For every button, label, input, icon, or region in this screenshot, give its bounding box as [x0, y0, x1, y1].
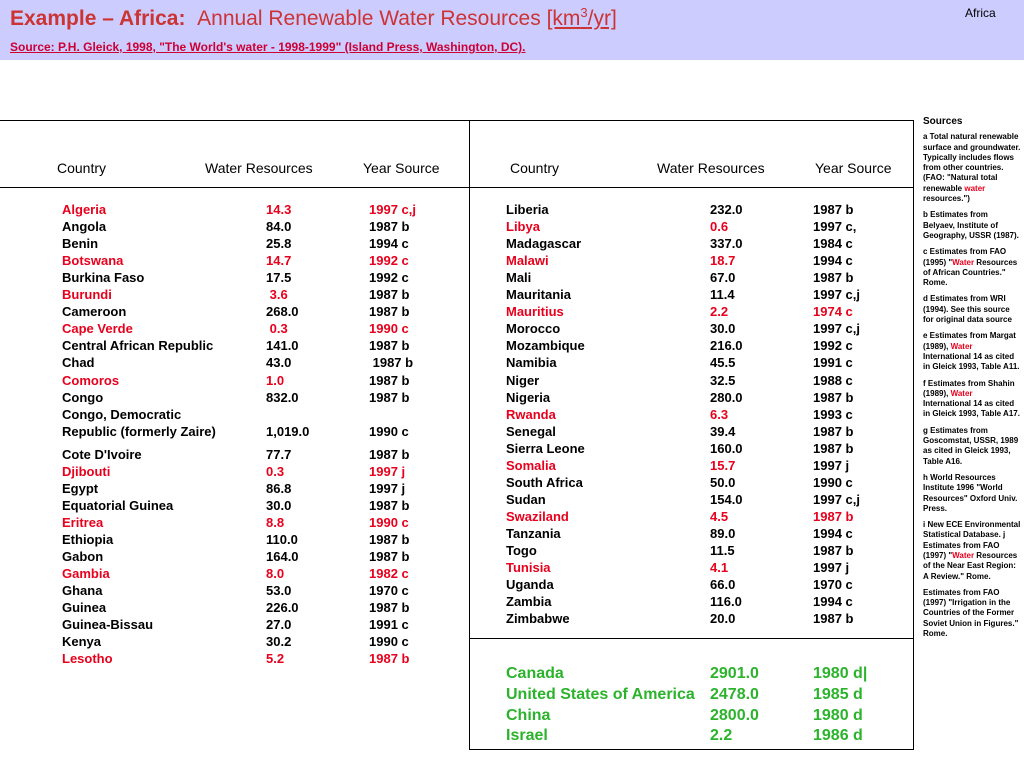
year-source-cell: 1987 b: [813, 508, 854, 524]
country-cell: Chad: [62, 355, 95, 371]
source-note: i New ECE Environmental Statistical Database. j Estimates from FAO (1997) "Water Resources of the Near East Region: A Review." Rome.: [923, 520, 1021, 581]
country-cell: Comoros: [62, 372, 120, 388]
year-source-cell: 1990 c: [369, 423, 409, 439]
source-note: h World Resources Institute 1996 "World Resources" Oxford Univ. Press.: [923, 472, 1018, 513]
table-row: [62, 617, 462, 634]
comparison-top-rule: [470, 638, 914, 639]
year-source-cell: 1970 c: [369, 583, 409, 599]
country-cell: Somalia: [506, 457, 556, 473]
table-row: [506, 270, 906, 287]
comparison-row: [506, 707, 906, 728]
table-row: [62, 407, 462, 424]
table-row: [62, 498, 462, 515]
water-cell: 45.5: [710, 355, 736, 371]
table-row: [62, 321, 462, 338]
year-source-cell: 1990 c: [369, 321, 409, 337]
water-cell: 4.5: [710, 508, 729, 524]
year-source-cell: 1997 j: [813, 457, 850, 473]
year-source-cell: 1994 c: [813, 594, 853, 610]
table-row: [506, 509, 906, 526]
table-row: [62, 481, 462, 498]
right-divider: [913, 120, 914, 750]
table-row: [506, 355, 906, 372]
country-cell: Gambia: [62, 566, 110, 582]
col-header-water-left: Water Resources: [205, 160, 313, 176]
source-note: Estimates from FAO (1997) "Irrigation in the Countries of the Former Soviet Union in Figures." Rome.: [923, 587, 1019, 639]
year-source-cell: 1997 c,: [813, 219, 857, 235]
country-cell: Equatorial Guinea: [62, 497, 174, 513]
source-note: b Estimates from Belyaev, Institute of Geography, USSR (1987).: [923, 210, 1019, 240]
water-cell: 337.0: [710, 236, 743, 252]
year-source-cell: 1987 b: [813, 611, 854, 627]
water-cell: 226.0: [266, 600, 299, 616]
country-cell: Cote D'Ivoire: [62, 446, 142, 462]
table-row: [506, 407, 906, 424]
title-prefix: Example – Africa:: [10, 7, 186, 30]
table-row: [62, 390, 462, 407]
title-unit-exp: 3: [580, 5, 588, 20]
year-source-cell: 1990 c: [369, 514, 409, 530]
year-source-cell: 1987 b: [369, 338, 410, 354]
table-row: [62, 549, 462, 566]
water-cell: 2800.0: [710, 706, 759, 724]
country-cell: Ethiopia: [62, 531, 114, 547]
year-source-cell: 1987 b: [813, 270, 854, 286]
water-cell: 280.0: [710, 389, 743, 405]
comparison-row: [506, 686, 906, 707]
water-cell: 18.7: [710, 253, 736, 269]
country-cell: Mozambique: [506, 338, 585, 354]
year-source-cell: 1997 c,j: [813, 491, 860, 507]
table-row: [62, 634, 462, 651]
water-cell: 8.8: [266, 514, 285, 530]
water-cell: 110.0: [266, 531, 298, 547]
country-cell: United States of America: [506, 685, 695, 703]
year-source-cell: 1997 j: [369, 480, 406, 496]
year-source-cell: 1986 d: [813, 727, 863, 745]
country-cell: Egypt: [62, 480, 99, 496]
water-cell: 15.7: [710, 457, 736, 473]
water-cell: 11.4: [710, 287, 735, 303]
table-row: [506, 611, 906, 628]
year-source-cell: 1991 c: [369, 617, 409, 633]
country-cell: Cape Verde: [62, 321, 133, 337]
year-source-cell: 1988 c: [813, 372, 853, 388]
table-row: [62, 219, 462, 236]
corner-label: Africa: [965, 6, 996, 20]
country-cell: Swaziland: [506, 508, 569, 524]
water-cell: 66.0: [710, 577, 736, 593]
center-divider: [469, 120, 470, 750]
table-row: [62, 270, 462, 287]
table-row: [506, 492, 906, 509]
country-cell: Niger: [506, 372, 540, 388]
water-cell: 1,019.0: [266, 423, 310, 439]
title-unit: [547, 7, 617, 30]
country-cell: Sudan: [506, 491, 546, 507]
sources-heading: Sources: [923, 116, 963, 127]
water-cell: 25.8: [266, 236, 292, 252]
year-source-cell: 1987 b: [369, 497, 410, 513]
sources-panel: [923, 117, 1021, 645]
right-bottom-rule: [470, 749, 914, 750]
country-cell: Djibouti: [62, 463, 111, 479]
year-source-cell: 1987 b: [813, 202, 854, 217]
table-row: [506, 560, 906, 577]
title-main: Annual Renewable Water Resources: [197, 7, 541, 30]
year-source-cell: 1987 b: [369, 287, 410, 303]
year-source-cell: 1994 c: [369, 236, 409, 252]
country-cell: Guinea-Bissau: [62, 617, 154, 633]
table-row: [62, 447, 462, 464]
water-cell: 232.0: [710, 202, 743, 217]
sources-list: [923, 132, 1021, 639]
year-source-cell: 1997 c,j: [813, 287, 860, 303]
year-source-cell: 1992 c: [369, 253, 409, 269]
year-source-cell: 1991 c: [813, 355, 853, 371]
table-row: [506, 321, 906, 338]
table-row: [506, 458, 906, 475]
table-row: [62, 253, 462, 270]
year-source-cell: 1987 b: [369, 446, 410, 462]
water-cell: 30.0: [266, 497, 292, 513]
country-cell: Malawi: [506, 253, 549, 269]
country-cell: Angola: [62, 219, 107, 235]
water-cell: 32.5: [710, 372, 736, 388]
title-unit-open: [km: [546, 7, 581, 30]
year-source-cell: 1993 c: [813, 406, 853, 422]
country-cell: South Africa: [506, 474, 583, 490]
water-cell: 77.7: [266, 446, 292, 462]
year-source-cell: 1985 d: [813, 685, 863, 703]
table-row: [62, 424, 462, 441]
country-cell: Burkina Faso: [62, 270, 145, 286]
water-cell: 43.0: [266, 355, 292, 371]
table-row: [506, 441, 906, 458]
water-cell: 50.0: [710, 474, 736, 490]
country-cell: China: [506, 706, 551, 724]
water-cell: 6.3: [710, 406, 729, 422]
table-row: [506, 475, 906, 492]
country-cell: Burundi: [62, 287, 112, 303]
table-row: [506, 202, 906, 219]
source-citation: Source: P.H. Gleick, 1998, "The World's water - 1998-1999" (Island Press, Washington, DC).: [10, 40, 526, 54]
comparison-row: [506, 727, 906, 748]
water-cell: 0.3: [266, 463, 285, 479]
country-cell: Congo: [62, 389, 104, 405]
year-source-cell: 1987 b: [369, 355, 414, 371]
water-cell: 1.0: [266, 372, 285, 388]
water-cell: 0.6: [710, 219, 729, 235]
water-cell: 2901.0: [710, 665, 759, 682]
table-row: [506, 253, 906, 270]
table-row: [506, 543, 906, 560]
water-cell: 2.2: [710, 304, 729, 320]
country-cell: Madagascar: [506, 236, 582, 252]
water-cell: 268.0: [266, 304, 299, 320]
country-cell: Mauritania: [506, 287, 572, 303]
water-cell: 141.0: [266, 338, 299, 354]
table-row: [62, 566, 462, 583]
water-cell: 116.0: [710, 594, 742, 610]
table-row: [506, 219, 906, 236]
year-source-cell: 1987 b: [369, 651, 410, 667]
country-cell: Nigeria: [506, 389, 551, 405]
table-row: [506, 424, 906, 441]
year-source-cell: 1990 c: [369, 634, 409, 650]
table-row: [506, 594, 906, 611]
water-cell: 30.0: [710, 321, 736, 337]
water-cell: 30.2: [266, 634, 292, 650]
country-cell: Togo: [506, 543, 537, 558]
water-cell: 4.1: [710, 560, 729, 576]
country-cell: Republic (formerly Zaire): [62, 423, 216, 439]
country-cell: Uganda: [506, 577, 554, 593]
water-cell: 67.0: [710, 270, 736, 286]
country-cell: Zambia: [506, 594, 552, 610]
country-cell: Senegal: [506, 423, 556, 439]
water-cell: 86.8: [266, 480, 292, 496]
table-row: [62, 583, 462, 600]
table-row: [506, 390, 906, 407]
comparison-row: [506, 665, 906, 686]
table-row: [62, 532, 462, 549]
country-cell: Gabon: [62, 549, 104, 564]
country-cell: Central African Republic: [62, 338, 214, 354]
source-note: e Estimates from Margat (1989), Water International 14 as cited in Gleick 1993, Table A11.: [923, 331, 1020, 372]
table-row: [62, 515, 462, 532]
water-cell: 17.5: [266, 270, 292, 286]
country-cell: Namibia: [506, 355, 557, 371]
water-cell: 2478.0: [710, 685, 759, 703]
country-cell: Guinea: [62, 600, 107, 616]
country-cell: Algeria: [62, 202, 107, 217]
water-cell: 216.0: [710, 338, 743, 354]
water-cell: 2.2: [710, 727, 733, 745]
country-cell: Benin: [62, 236, 99, 252]
table-row: [62, 338, 462, 355]
year-source-cell: 1987 b: [369, 549, 410, 564]
year-source-cell: 1987 b: [813, 440, 854, 456]
year-source-cell: 1987 b: [813, 543, 854, 558]
year-source-cell: 1987 b: [369, 304, 410, 320]
water-cell: 84.0: [266, 219, 292, 235]
col-header-country-right: Country: [510, 160, 560, 176]
water-cell: 11.5: [710, 543, 735, 558]
year-source-cell: 1997 c,j: [813, 321, 860, 337]
source-note: g Estimates from Goscomstat, USSR, 1989 as cited in Gleick 1993, Table A16.: [923, 425, 1019, 466]
year-source-cell: 1984 c: [813, 236, 853, 252]
table-row: [506, 304, 906, 321]
country-cell: Zimbabwe: [506, 611, 570, 627]
header-banner: [0, 0, 1024, 60]
table-row: [62, 651, 462, 668]
country-cell: Eritrea: [62, 514, 104, 530]
water-cell: 14.3: [266, 202, 292, 217]
year-source-cell: 1990 c: [813, 474, 853, 490]
year-source-cell: 1970 c: [813, 577, 853, 593]
table-row: [506, 526, 906, 543]
year-source-cell: 1982 c: [369, 566, 409, 582]
year-source-cell: 1987 b: [369, 372, 410, 388]
year-source-cell: 1997 c,j: [369, 202, 416, 217]
source-note: f Estimates from Shahin (1989), Water International 14 as cited in Gleick 1993, Table A17.: [923, 378, 1020, 419]
year-source-cell: 1987 b: [369, 219, 410, 235]
country-cell: Libya: [506, 219, 540, 235]
year-source-cell: 1974 c: [813, 304, 853, 320]
header-bottom-rule: [0, 187, 914, 188]
table-row: [62, 600, 462, 617]
year-source-cell: 1992 c: [813, 338, 853, 354]
water-cell: 89.0: [710, 525, 736, 541]
col-header-year-left: Year Source: [363, 160, 440, 176]
water-cell: 39.4: [710, 423, 736, 439]
col-header-year-right: Year Source: [815, 160, 892, 176]
water-cell: 20.0: [710, 611, 736, 627]
country-cell: Botswana: [62, 253, 124, 269]
country-cell: Israel: [506, 727, 548, 745]
country-cell: Ghana: [62, 583, 103, 599]
country-cell: Kenya: [62, 634, 102, 650]
table-row: [62, 287, 462, 304]
table-row: [62, 373, 462, 390]
country-cell: Cameroon: [62, 304, 127, 320]
country-cell: Canada: [506, 665, 564, 682]
table-row: [506, 577, 906, 594]
year-source-cell: 1987 b: [813, 389, 854, 405]
country-cell: Lesotho: [62, 651, 113, 667]
year-source-cell: 1980 d|: [813, 665, 868, 682]
country-cell: Liberia: [506, 202, 549, 217]
table-row: [62, 464, 462, 481]
water-cell: 3.6: [266, 287, 288, 303]
country-cell: Sierra Leone: [506, 440, 585, 456]
water-cell: 8.0: [266, 566, 285, 582]
year-source-cell: 1987 b: [369, 389, 410, 405]
page-title: [10, 5, 617, 31]
table-row: [62, 236, 462, 253]
year-source-cell: 1997 j: [369, 463, 406, 479]
water-cell: 14.7: [266, 253, 292, 269]
water-cell: 164.0: [266, 549, 299, 564]
table-row: [506, 338, 906, 355]
table-top-rule: [0, 120, 914, 121]
col-header-country-left: Country: [57, 160, 107, 176]
year-source-cell: 1994 c: [813, 525, 853, 541]
country-cell: Morocco: [506, 321, 561, 337]
table-row: [62, 304, 462, 321]
country-cell: Tunisia: [506, 560, 551, 576]
country-cell: Congo, Democratic: [62, 406, 182, 422]
title-unit-close: /yr]: [587, 7, 617, 30]
table-row: [62, 355, 462, 372]
table-row: [506, 236, 906, 253]
year-source-cell: 1987 b: [369, 531, 410, 547]
water-cell: 53.0: [266, 583, 292, 599]
year-source-cell: 1994 c: [813, 253, 853, 269]
country-cell: Mauritius: [506, 304, 564, 320]
country-cell: Tanzania: [506, 525, 561, 541]
source-note: d Estimates from WRI (1994). See this source for original data source: [923, 294, 1012, 325]
water-cell: 154.0: [710, 491, 743, 507]
table-row: [506, 287, 906, 304]
country-cell: Rwanda: [506, 406, 556, 422]
year-source-cell: 1987 b: [813, 423, 854, 439]
water-cell: 27.0: [266, 617, 292, 633]
table-row: [506, 373, 906, 390]
year-source-cell: 1997 j: [813, 560, 850, 576]
year-source-cell: 1987 b: [369, 600, 410, 616]
country-cell: Mali: [506, 270, 532, 286]
water-cell: 832.0: [266, 389, 299, 405]
year-source-cell: 1980 d: [813, 706, 863, 724]
col-header-water-right: Water Resources: [657, 160, 765, 176]
year-source-cell: 1992 c: [369, 270, 409, 286]
water-cell: 5.2: [266, 651, 285, 667]
water-cell: 0.3: [266, 321, 288, 337]
water-cell: 160.0: [710, 440, 743, 456]
source-note: a Total natural renewable surface and groundwater. Typically includes flows from other countries. (FAO: "Natural total renewable water resources."): [923, 132, 1021, 204]
source-note: c Estimates from FAO (1995) "Water Resources of African Countries." Rome.: [923, 247, 1018, 288]
table-row: [62, 202, 462, 219]
